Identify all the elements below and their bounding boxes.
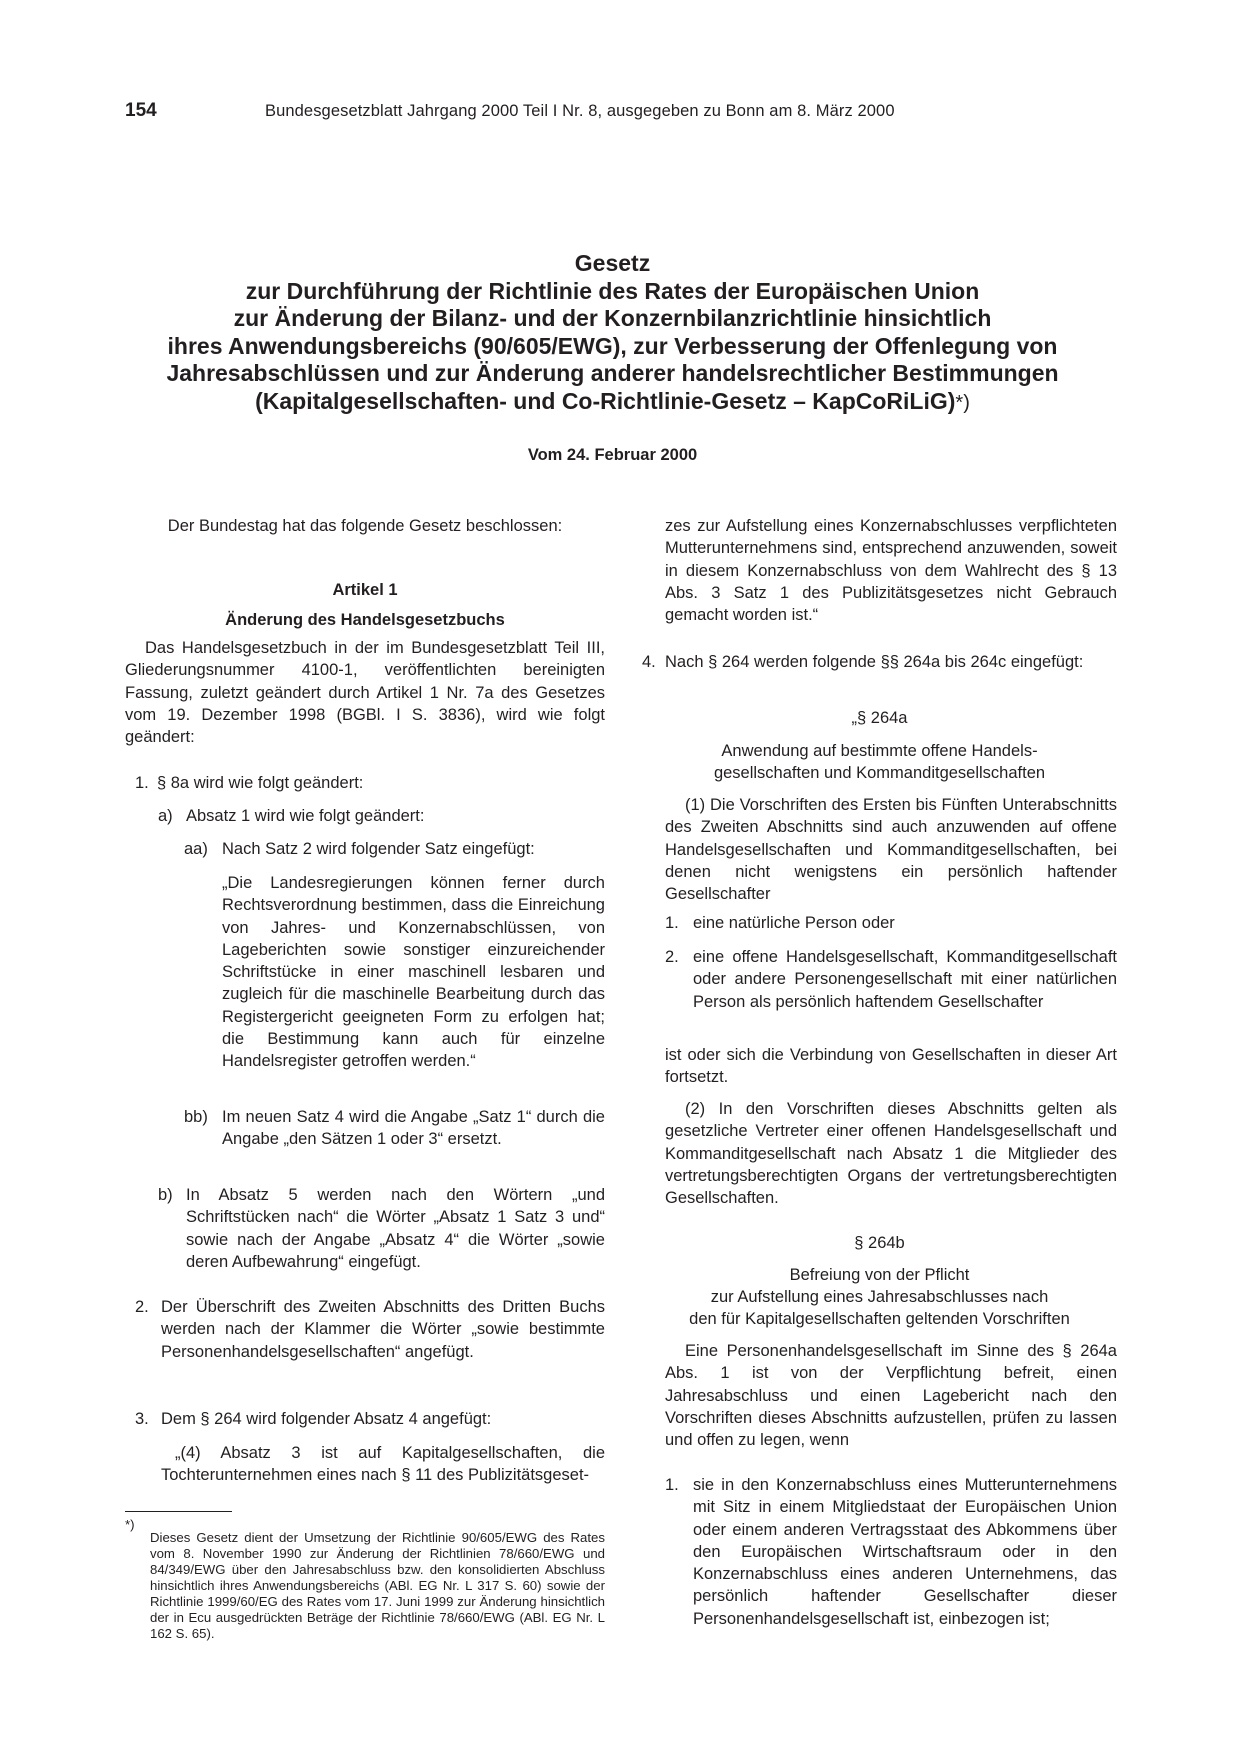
item-label: a) — [158, 807, 173, 825]
title-line: Gesetz — [574, 250, 651, 276]
law-date: Vom 24. Februar 2000 — [527, 446, 698, 464]
quoted-provision-continued: zes zur Aufstellung eines Konzernabschlusses verpflichteten Mutterunternehmens sind, entsprechend anzuwenden, soweit in diesem Konzernabschluss von dem Wahlrecht des § 13 Abs. 3 Satz 1 des Publizitätsgesetzes nicht Gebrauch gemacht worden ist.“ — [665, 517, 1117, 625]
item-text: Im neuen Satz 4 wird die Angabe „Satz 1“ durch die Angabe „den Sätzen 1 oder 3“ ersetzt. — [222, 1108, 605, 1149]
list-item — [158, 1184, 605, 1273]
item-text: eine natürliche Person oder — [693, 914, 895, 932]
running-header: Bundesgesetzblatt Jahrgang 2000 Teil I Nr. 8, ausgegeben zu Bonn am 8. März 2000 — [265, 102, 895, 120]
item-label: bb) — [184, 1108, 208, 1126]
item-label: b) — [158, 1186, 173, 1204]
item-label: 4. — [642, 653, 656, 671]
list-item — [135, 772, 605, 794]
footnote — [125, 1517, 605, 1655]
section-paragraph: (2) In den Vorschriften dieses Abschnitts gelten als gesetzliche Vertreter einer offenen Handelsgesellschaft und Kommanditgesellschaft nach Absatz 1 die Mitglieder des vertretungsberechtigten Organs der vertretungsberechtigten Gesellschaften. — [665, 1100, 1117, 1208]
list-item — [184, 1106, 605, 1151]
article-title: Änderung des Handelsgesetzbuchs — [225, 611, 505, 629]
item-text: § 8a wird wie folgt geändert: — [157, 774, 364, 792]
section-heading: „§ 264a — [851, 709, 908, 727]
list-item — [158, 805, 605, 827]
list-item — [665, 912, 1117, 934]
list-item — [135, 1408, 605, 1430]
item-text: In Absatz 5 werden nach den Wörtern „und Schriftstücken nach“ die Wörter „Absatz 1 Satz 3 und“ sowie nach der Angabe „Absatz 4“ die Wörter „sowie deren Aufbewahrung“ eingefügt. — [186, 1186, 605, 1271]
section-heading: § 264b — [854, 1234, 905, 1252]
section-title: zur Aufstellung eines Jahresabschlusses nach — [710, 1288, 1049, 1306]
article-heading: Artikel 1 — [332, 581, 398, 599]
item-text: Dem § 264 wird folgender Absatz 4 angefügt: — [161, 1410, 492, 1428]
item-text: Nach Satz 2 wird folgender Satz eingefügt: — [222, 840, 535, 858]
list-item — [665, 1474, 1117, 1630]
item-text: Der Überschrift des Zweiten Abschnitts des Dritten Buchs werden nach der Klammer die Wörter „sowie bestimmte Personenhandelsgesellschaften“ angefügt. — [161, 1298, 605, 1361]
section-paragraph: ist oder sich die Verbindung von Gesellschaften in dieser Art fortsetzt. — [665, 1046, 1117, 1087]
list-item — [184, 838, 605, 860]
enactment-clause: Der Bundestag hat das folgende Gesetz beschlossen: — [167, 517, 563, 535]
title-line: zur Änderung der Bilanz- und der Konzernbilanzrichtlinie hinsichtlich — [233, 305, 992, 331]
section-title: den für Kapitalgesellschaften geltenden Vorschriften — [689, 1310, 1070, 1328]
item-label: 1. — [665, 914, 679, 932]
page-number: 154 — [125, 100, 157, 121]
item-text: eine offene Handelsgesellschaft, Kommanditgesellschaft oder andere Personengesellschaft mit einer natürlichen Person als persönlich haftendem Gesellschafter — [693, 948, 1117, 1011]
section-title: gesellschaften und Kommanditgesellschaften — [713, 764, 1046, 782]
title-line: Jahresabschlüssen und zur Änderung anderer handelsrechtlicher Bestimmungen — [166, 360, 1059, 386]
title-line: (Kapitalgesellschaften- und Co-Richtlinie-Gesetz – KapCoRiLiG) — [255, 387, 956, 414]
section-paragraph: Eine Personenhandelsgesellschaft im Sinne des § 264a Abs. 1 ist von der Verpflichtung befreit, einen Jahresabschluss und einen Lagebericht nach den Vorschriften dieses Abschnitts aufzustellen, prüfen zu lassen und offen zu legen, wenn — [665, 1342, 1117, 1450]
list-item — [665, 946, 1117, 1013]
item-label: 3. — [135, 1410, 149, 1428]
item-label: 2. — [135, 1298, 149, 1316]
title-line-last — [110, 388, 1115, 418]
item-text: Nach § 264 werden folgende §§ 264a bis 264c eingefügt: — [665, 653, 1084, 671]
quoted-provision: „Die Landesregierungen können ferner durch Rechtsverordnung bestimmen, dass die Einreichung von Jahres- und Konzernabschlüssen, von Lageberichten sowie sonstiger einzureichender Schriftstücke in einer maschinell lesbaren und zugleich für die maschinelle Bearbeitung durch das Registergericht geeigneten Form zu erfolgen hat; die Bestimmung kann auch für einzelne Handelsregister getroffen werden.“ — [222, 874, 605, 1071]
list-item — [642, 651, 1117, 673]
title-line: zur Durchführung der Richtlinie des Rates der Europäischen Union — [245, 277, 980, 304]
article-intro: Das Handelsgesetzbuch in der im Bundesgesetzblatt Teil III, Gliederungsnummer 4100-1, veröffentlichten bereinigten Fassung, zuletzt geändert durch Artikel 1 Nr. 7a des Gesetzes vom 19. Dezember 1998 (BGBl. I S. 3836), wird wie folgt geändert: — [125, 639, 605, 747]
list-item — [135, 1296, 605, 1363]
title-footnote-marker: *) — [955, 391, 970, 414]
item-label: aa) — [184, 840, 208, 858]
footnote-rule — [125, 1511, 232, 1512]
footnote-marker: *) — [125, 1517, 135, 1532]
footnote-text: Dieses Gesetz dient der Umsetzung der Richtlinie 90/605/EWG des Rates vom 8. November 1990 zur Änderung der Richtlinien 78/660/EWG und 84/349/EWG über den Jahresabschluss bzw. den konsolidierten Abschluss hinsichtlich ihres Anwendungsbereichs (ABl. EG Nr. L 317 S. 60) sowie der Richtlinie 1999/60/EG des Rates vom 17. Juni 1999 zur Änderung hinsichtlich der in Ecu ausgedrückten Beträge der Richtlinie 78/660/EWG (ABl. EG Nr. L 162 S. 65). — [150, 1530, 605, 1641]
quoted-provision: „(4) Absatz 3 ist auf Kapitalgesellschaften, die Tochterunternehmen eines nach § 11 des Publizitätsgeset- — [161, 1444, 605, 1485]
section-title: Befreiung von der Pflicht — [789, 1266, 970, 1284]
item-label: 1. — [665, 1476, 679, 1494]
section-paragraph: (1) Die Vorschriften des Ersten bis Fünften Unterabschnitts des Zweiten Abschnitts sind auch anzuwenden auf offene Handelsgesellschaften und Kommanditgesellschaften, bei denen nicht wenigstens ein persönlich haftender Gesellschafter — [665, 796, 1117, 904]
item-label: 1. — [135, 774, 149, 792]
item-text: Absatz 1 wird wie folgt geändert: — [186, 807, 425, 825]
item-text: sie in den Konzernabschluss eines Mutterunternehmens mit Sitz in einem Mitgliedstaat der Europäischen Union oder einem anderen Vertragsstaat des Abkommens über den Europäischen Wirtschaftsraum oder in den Konzernabschluss eines anderen Unternehmens, das persönlich haftender Gesellschafter dieser Personenhandelsgesellschaft ist, einbezogen ist; — [693, 1476, 1117, 1628]
title-line: ihres Anwendungsbereichs (90/605/EWG), zur Verbesserung der Offenlegung von — [167, 332, 1058, 359]
section-title: Anwendung auf bestimmte offene Handels- — [721, 742, 1038, 760]
law-title — [110, 250, 1115, 417]
item-label: 2. — [665, 948, 679, 966]
